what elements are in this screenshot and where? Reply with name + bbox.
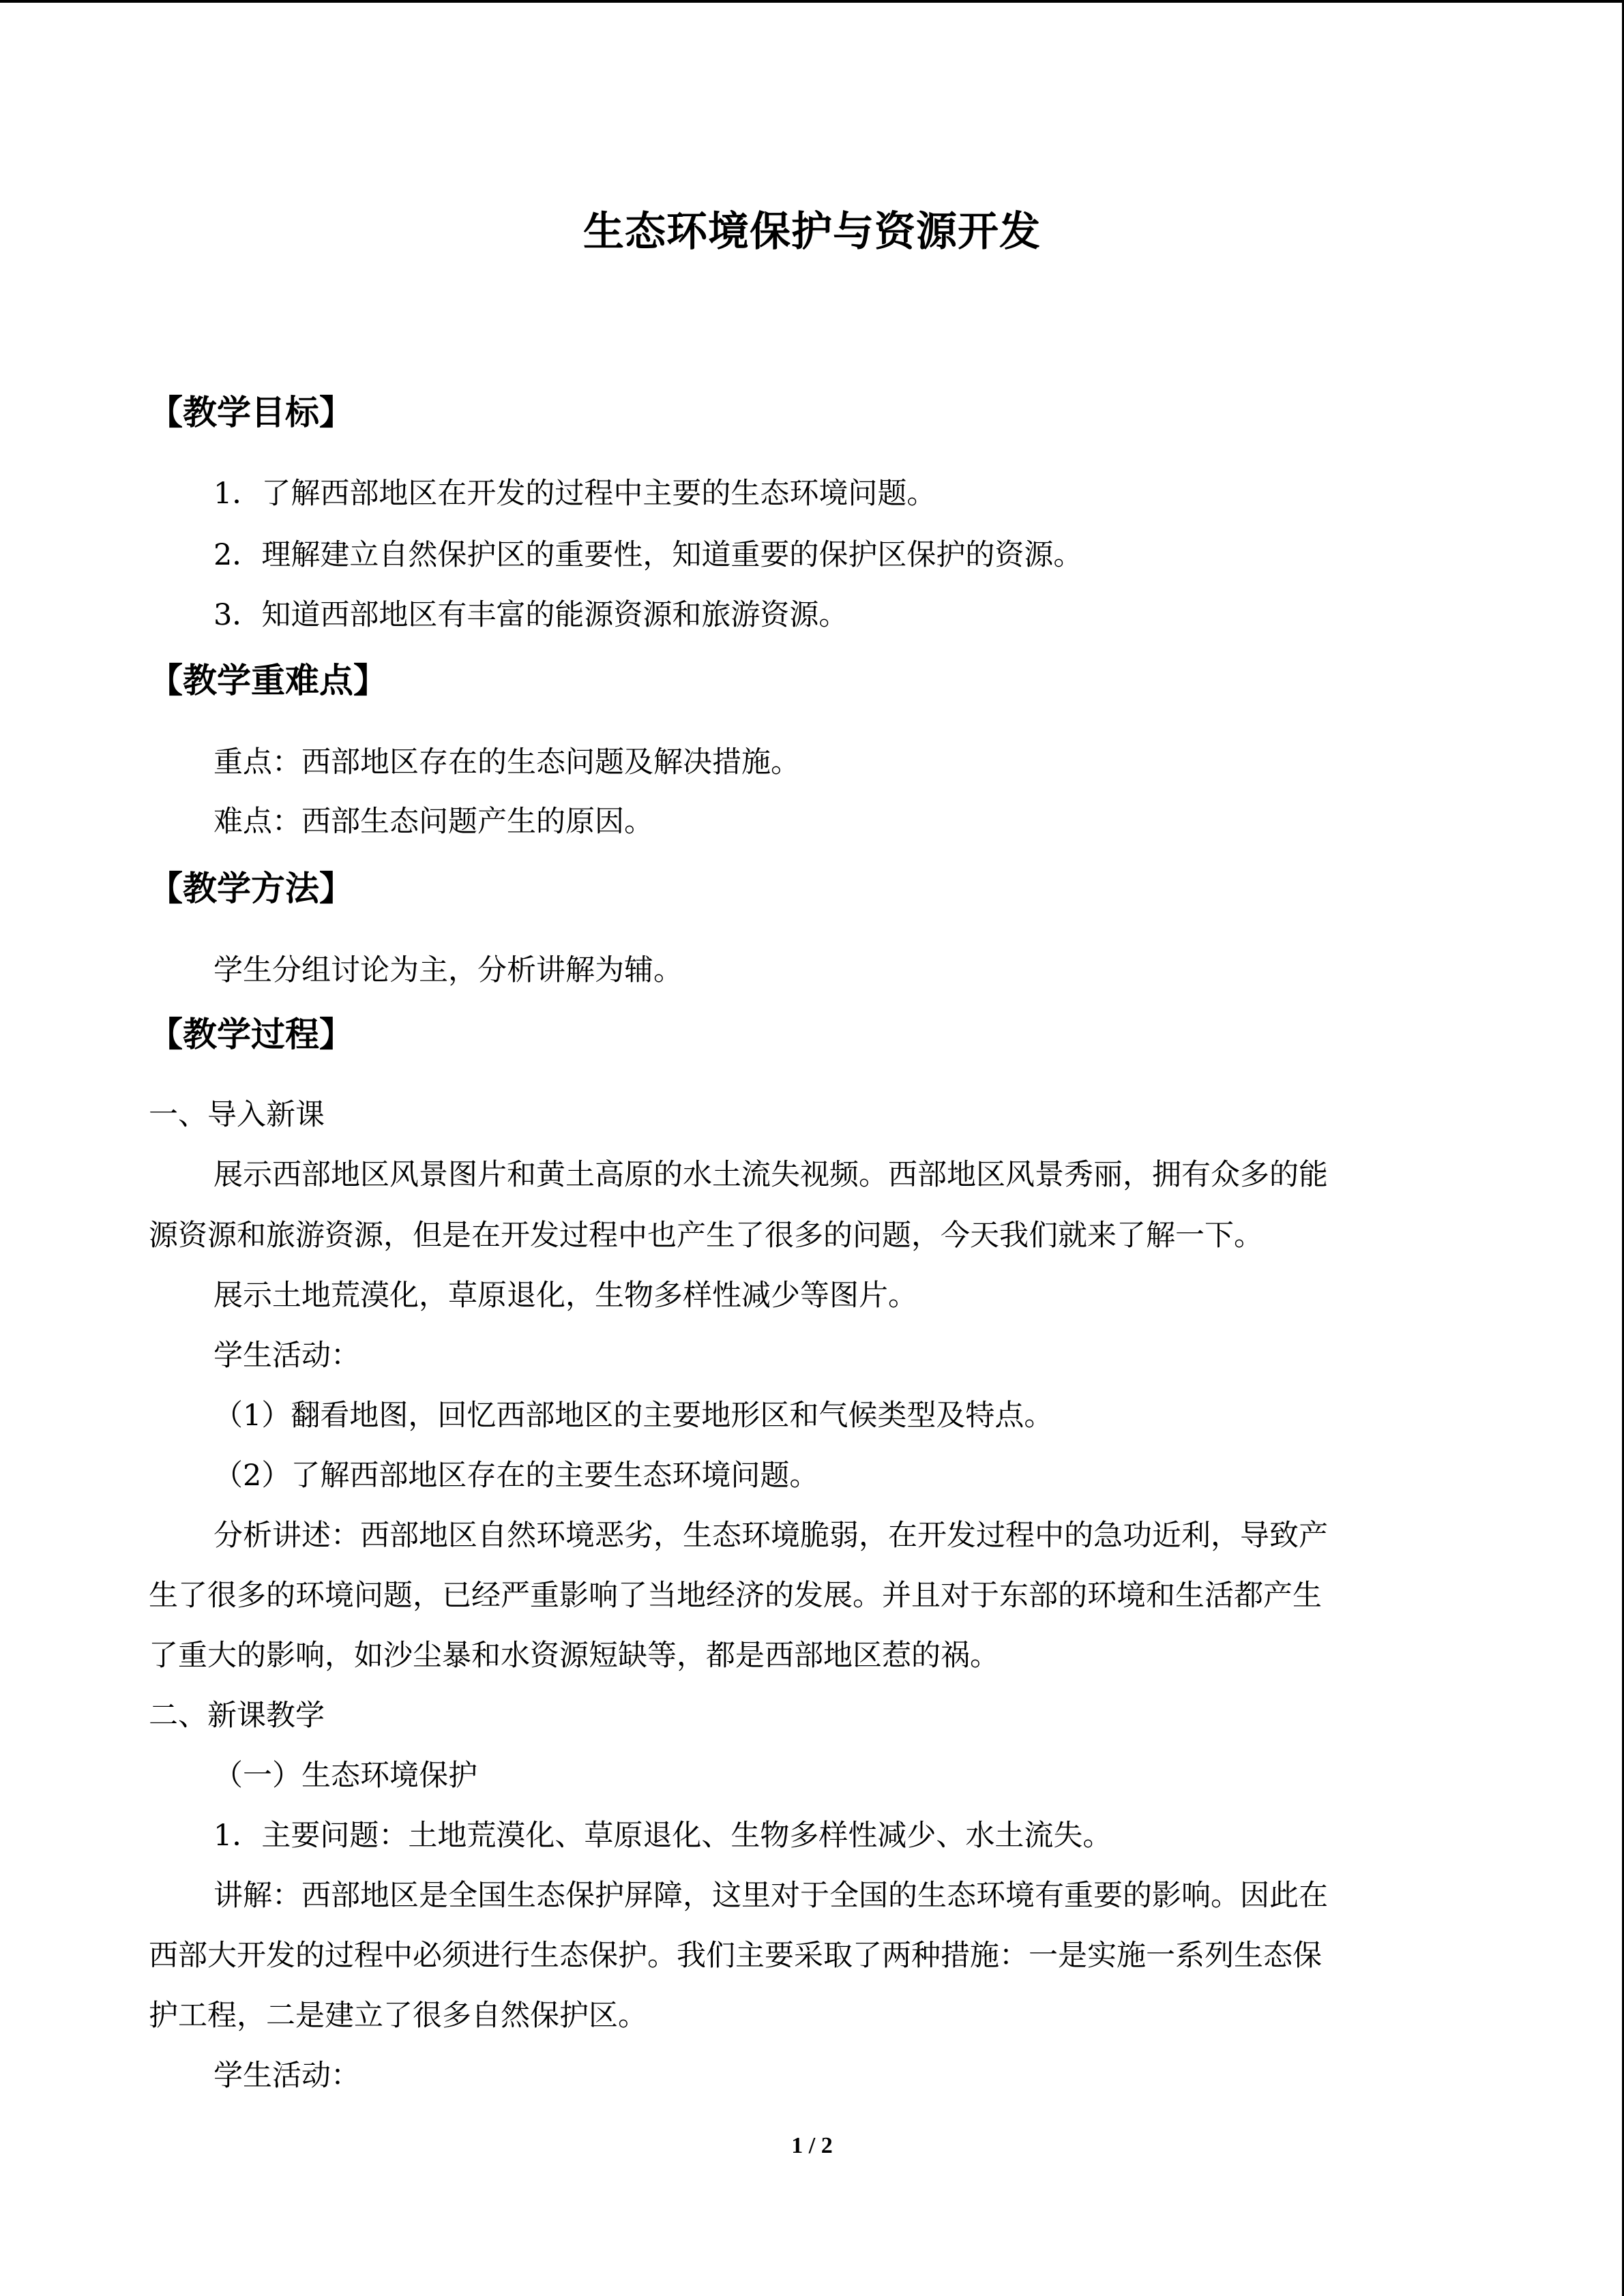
- paragraph-line: 西部大开发的过程中必须进行生态保护。我们主要采取了两种措施：一是实施一系列生态保: [149, 1939, 1322, 1973]
- main-problems-item: 1．主要问题：土地荒漠化、草原退化、生物多样性减少、水土流失。: [213, 1819, 1112, 1853]
- objective-item: 3．知道西部地区有丰富的能源资源和旅游资源。: [213, 598, 848, 632]
- paragraph-line: 展示西部地区风景图片和黄土高原的水土流失视频。西部地区风景秀丽，拥有众多的能: [213, 1158, 1328, 1192]
- heading-teaching-process: 【教学过程】: [149, 1015, 353, 1054]
- paragraph-line: 讲解：西部地区是全国生态保护屏障，这里对于全国的生态环境有重要的影响。因此在: [213, 1879, 1328, 1913]
- objective-item: 1．了解西部地区在开发的过程中主要的生态环境问题。: [213, 477, 936, 511]
- page-number: 1 / 2: [791, 2133, 833, 2158]
- paragraph-line: 分析讲述：西部地区自然环境恶劣，生态环境脆弱，在开发过程中的急功近利，导致产: [213, 1519, 1328, 1553]
- paragraph-line: 生了很多的环境问题，已经严重影响了当地经济的发展。并且对于东部的环境和生活都产生: [149, 1579, 1322, 1613]
- heading-teaching-methods: 【教学方法】: [149, 869, 353, 908]
- difficult-point-item: 难点：西部生态问题产生的原因。: [213, 805, 653, 839]
- part2-title: 二、新课教学: [149, 1699, 325, 1733]
- paragraph-line: 源资源和旅游资源，但是在开发过程中也产生了很多的问题，今天我们就来了解一下。: [149, 1219, 1263, 1253]
- heading-teaching-objectives: 【教学目标】: [149, 393, 353, 432]
- paragraph-line: 展示土地荒漠化，草原退化，生物多样性减少等图片。: [213, 1279, 917, 1313]
- activity-item: （1）翻看地图，回忆西部地区的主要地形区和气候类型及特点。: [213, 1399, 1054, 1433]
- objective-item: 2．理解建立自然保护区的重要性，知道重要的保护区保护的资源。: [213, 538, 1083, 572]
- part1-title: 一、导入新课: [149, 1098, 325, 1132]
- student-activity-label: 学生活动：: [213, 2059, 360, 2093]
- heading-key-difficult-points: 【教学重难点】: [149, 661, 387, 700]
- key-point-item: 重点：西部地区存在的生态问题及解决措施。: [213, 745, 800, 779]
- student-activity-label: 学生活动：: [213, 1339, 360, 1373]
- part2-subsection-title: （一）生态环境保护: [213, 1759, 477, 1793]
- activity-item: （2）了解西部地区存在的主要生态环境问题。: [213, 1459, 819, 1493]
- document-title: 生态环境保护与资源开发: [583, 208, 1041, 256]
- paragraph-line: 护工程，二是建立了很多自然保护区。: [149, 1999, 647, 2033]
- method-item: 学生分组讨论为主，分析讲解为辅。: [213, 953, 683, 987]
- paragraph-line: 了重大的影响，如沙尘暴和水资源短缺等，都是西部地区惹的祸。: [149, 1639, 999, 1673]
